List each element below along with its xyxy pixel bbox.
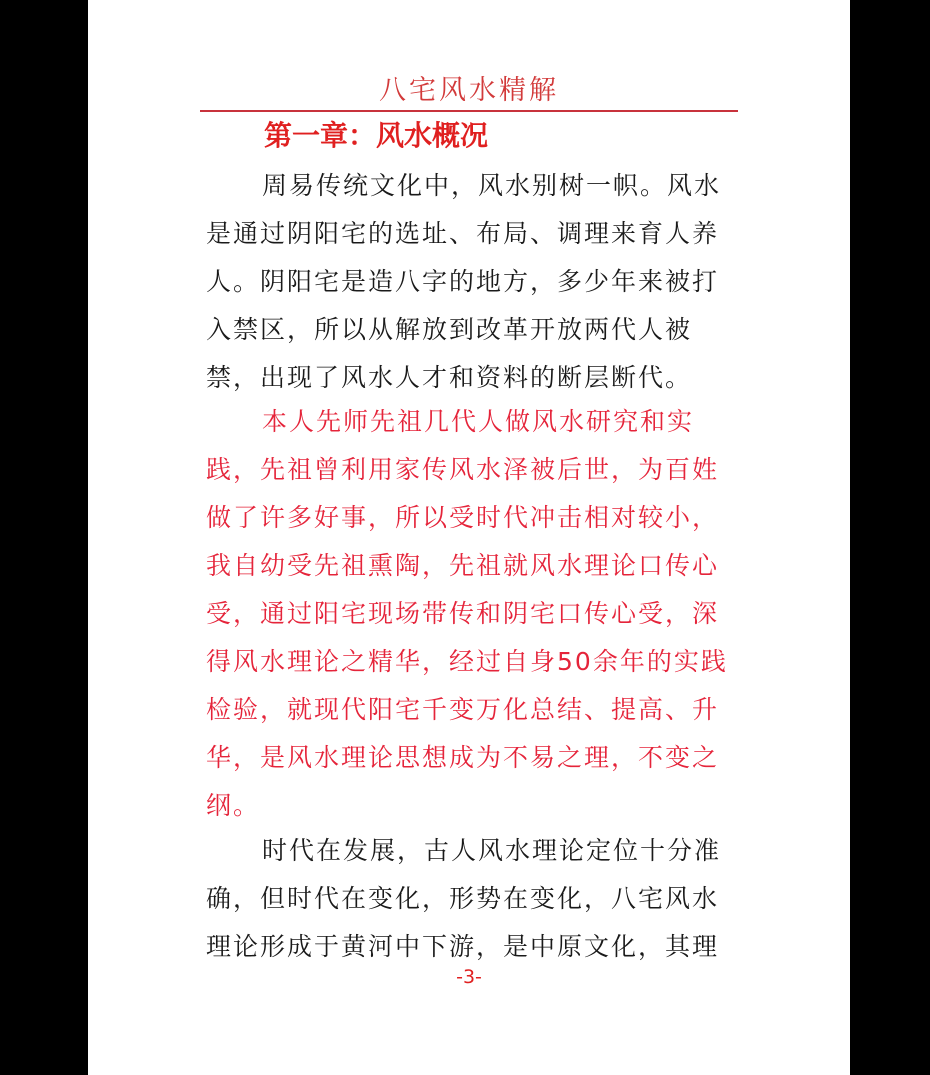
page-number: -3-: [456, 966, 482, 988]
paragraph-era: 时代在发展，古人风水理论定位十分准确，但时代在变化，形势在变化，八宅风水理论形成于黄河中下游，是中原文化，其理: [206, 836, 722, 961]
running-header: 八宅风水精解: [379, 75, 559, 106]
header-rule: [200, 110, 738, 112]
document-page: [88, 0, 850, 1075]
chapter-title: 第一章：风水概况: [264, 119, 489, 152]
paragraph-intro: 周易传统文化中，风水别树一帜。风水是通过阴阳宅的选址、布局、调理来育人养人。阴阳宅是造八字的地方，多少年来被打入禁区，所以从解放到改革开放两代人被禁，出现了风水人才和资料的断层断代。: [206, 171, 722, 392]
paragraph-lineage: 本人先师先祖几代人做风水研究和实践，先祖曾利用家传风水泽被后世，为百姓做了许多好事，所以受时代冲击相对较小，我自幼受先祖熏陶，先祖就风水理论口传心受，通过阳宅现场带传和阴宅口传心受，深得风水理论之精华，经过自身50余年的实践检验，就现代阳宅千变万化总结、提高、升华，是风水理论思想成为不易之理，不变之纲。: [206, 407, 728, 820]
